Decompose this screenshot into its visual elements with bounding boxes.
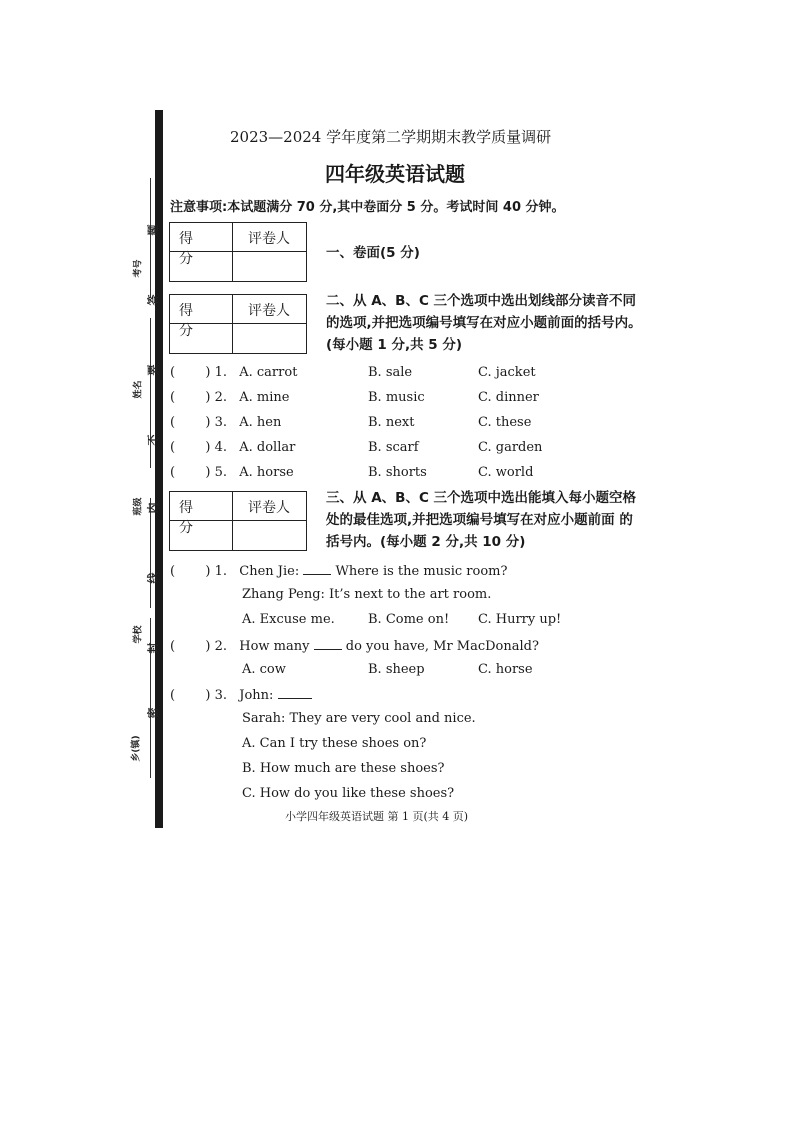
- page-title: 四年级英语试题: [325, 162, 465, 186]
- option-c: C. garden: [478, 440, 543, 455]
- option-a: A. dollar: [239, 440, 296, 455]
- speaker: John:: [239, 688, 274, 703]
- exam-period-title: 2023—2024 学年度第二学期期末教学质量调研: [230, 128, 552, 146]
- seal-char: 封: [146, 642, 160, 654]
- option-b: B. Come on!: [368, 612, 450, 627]
- option-b: B. shorts: [368, 465, 427, 480]
- score-label: 得 分: [179, 231, 199, 267]
- grader-label: 评卷人: [248, 500, 290, 516]
- seal-char: 不: [146, 434, 160, 446]
- binding-label-town: 乡(镇): [131, 735, 142, 762]
- option-c: C. horse: [478, 662, 533, 677]
- option-a: A. Can I try these shoes on?: [242, 736, 427, 751]
- option-c: C. Hurry up!: [478, 612, 562, 627]
- question-row: ( ) 3. A. hen: [170, 415, 282, 430]
- answer-blank[interactable]: [314, 637, 342, 650]
- dialogue-line: Sarah: They are very cool and nice.: [242, 711, 476, 726]
- answer-bracket[interactable]: (: [170, 415, 176, 430]
- option-b: B. sale: [368, 365, 413, 380]
- grader-label: 评卷人: [248, 303, 290, 319]
- section2-title: 二、从 A、B、C 三个选项中选出划线部分读音不同的选项,并把选项编号填写在对应小题前面的括号内。(每小题 1 分,共 5 分): [326, 293, 642, 353]
- option-b: B. sheep: [368, 662, 425, 677]
- binding-line: [150, 318, 151, 468]
- binding-label-exam-no: 考号: [133, 259, 144, 278]
- question-row: ( ) 2. How many do you have, Mr MacDonald?: [170, 639, 539, 654]
- seal-char: 要: [146, 364, 160, 376]
- option-a: A. cow: [242, 662, 286, 677]
- question-row: ( ) 4. A. dollar: [170, 440, 296, 455]
- question-row: ( ) 5. A. horse: [170, 465, 294, 480]
- option-b: B. music: [368, 390, 425, 405]
- option-a: A. Excuse me.: [242, 612, 335, 627]
- seal-char: 内: [146, 502, 160, 514]
- answer-bracket[interactable]: (: [170, 688, 176, 703]
- option-c: C. jacket: [478, 365, 536, 380]
- question-text: How many: [239, 639, 310, 654]
- answer-blank[interactable]: [278, 686, 312, 699]
- seal-char: 答: [146, 294, 160, 306]
- question-row: ( ) 1. Chen Jie: Where is the music room?: [170, 564, 508, 579]
- option-c: C. How do you like these shoes?: [242, 786, 455, 801]
- section1-title: 一、卷面(5 分): [326, 245, 420, 261]
- binding-label-school: 学校: [133, 625, 144, 644]
- answer-bracket[interactable]: (: [170, 465, 176, 480]
- question-text: do you have, Mr MacDonald?: [345, 639, 539, 654]
- option-b: B. How much are these shoes?: [242, 761, 445, 776]
- answer-bracket[interactable]: (: [170, 390, 176, 405]
- seal-char: 线: [146, 572, 160, 584]
- question-row: ( ) 2. A. mine: [170, 390, 290, 405]
- option-c: C. dinner: [478, 390, 539, 405]
- score-table: [169, 222, 307, 282]
- answer-bracket[interactable]: (: [170, 440, 176, 455]
- answer-bracket[interactable]: (: [170, 564, 176, 579]
- option-b: B. next: [368, 415, 415, 430]
- seal-char: 题: [146, 224, 160, 236]
- seal-char: 密: [146, 707, 160, 719]
- option-a: A. carrot: [239, 365, 298, 380]
- section3-title: 三、从 A、B、C 三个选项中选出能填入每小题空格处的最佳选项,并把选项编号填写在对应小题前面 的括号内。(每小题 2 分,共 10 分): [326, 490, 637, 550]
- grader-label: 评卷人: [248, 231, 290, 247]
- option-a: A. hen: [239, 415, 282, 430]
- binding-label-name: 姓名: [133, 380, 144, 399]
- speaker: Chen Jie:: [239, 564, 300, 579]
- option-c: C. these: [478, 415, 532, 430]
- binding-label-class: 班级: [133, 497, 144, 516]
- score-table: [169, 491, 307, 551]
- question-text: Where is the music room?: [335, 564, 508, 579]
- dialogue-line: Zhang Peng: It’s next to the art room.: [242, 587, 492, 602]
- score-table: [169, 294, 307, 354]
- binding-line: [150, 498, 151, 608]
- page-footer: 小学四年级英语试题 第 1 页(共 4 页): [285, 810, 469, 823]
- answer-bracket[interactable]: (: [170, 639, 176, 654]
- question-row: ( ) 1. A. carrot: [170, 365, 298, 380]
- option-a: A. horse: [239, 465, 294, 480]
- binding-line: [150, 178, 151, 298]
- option-a: A. mine: [239, 390, 290, 405]
- binding-bar: [155, 110, 163, 828]
- exam-notice: 注意事项:本试题满分 70 分,其中卷面分 5 分。考试时间 40 分钟。: [170, 200, 565, 215]
- score-label: 得 分: [179, 500, 199, 536]
- score-label: 得 分: [179, 303, 199, 339]
- answer-bracket[interactable]: (: [170, 365, 176, 380]
- option-c: C. world: [478, 465, 534, 480]
- answer-blank[interactable]: [303, 562, 331, 575]
- option-b: B. scarf: [368, 440, 419, 455]
- question-row: ( ) 3. John:: [170, 686, 312, 703]
